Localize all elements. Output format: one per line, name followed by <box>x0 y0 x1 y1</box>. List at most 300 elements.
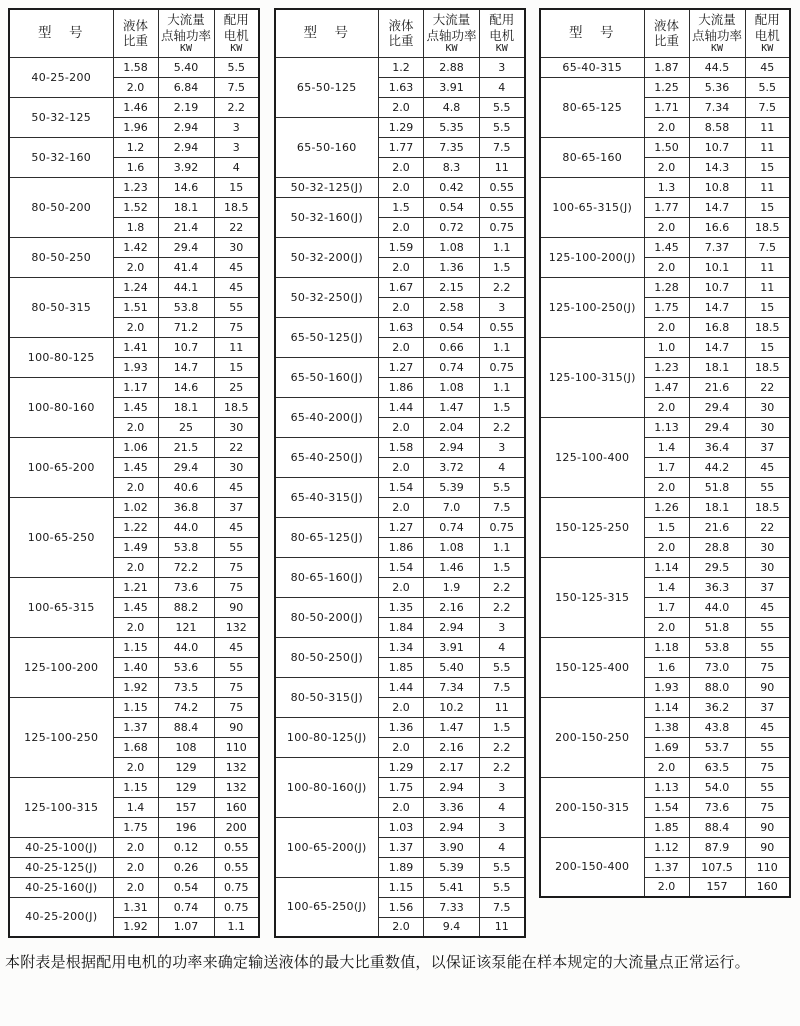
power-cell: 29.4 <box>158 237 214 257</box>
gravity-cell: 1.7 <box>644 597 689 617</box>
power-cell: 2.17 <box>424 757 480 777</box>
motor-cell: 55 <box>745 637 790 657</box>
model-cell: 80-65-160(J) <box>275 557 379 597</box>
gravity-cell: 1.18 <box>644 637 689 657</box>
pump-table-middle <box>274 8 526 938</box>
gravity-cell: 1.49 <box>113 537 158 557</box>
motor-cell: 90 <box>214 717 259 737</box>
gravity-cell: 1.46 <box>113 97 158 117</box>
gravity-cell: 1.45 <box>113 397 158 417</box>
model-cell: 65-50-125(J) <box>275 317 379 357</box>
motor-cell: 45 <box>745 457 790 477</box>
power-cell: 1.08 <box>424 537 480 557</box>
header-power: 大流量 点轴功率 KW <box>689 9 745 57</box>
power-cell: 10.1 <box>689 257 745 277</box>
gravity-cell: 1.29 <box>379 117 424 137</box>
motor-cell: 1.5 <box>480 397 525 417</box>
power-cell: 40.6 <box>158 477 214 497</box>
motor-cell: 1.1 <box>480 237 525 257</box>
header-motor: 配用 电机 KW <box>745 9 790 57</box>
gravity-cell: 1.0 <box>644 337 689 357</box>
gravity-cell: 1.56 <box>379 897 424 917</box>
gravity-cell: 1.29 <box>379 757 424 777</box>
motor-cell: 3 <box>214 137 259 157</box>
model-cell: 100-80-125(J) <box>275 717 379 757</box>
power-cell: 43.8 <box>689 717 745 737</box>
power-cell: 73.6 <box>158 577 214 597</box>
motor-cell: 0.55 <box>214 857 259 877</box>
gravity-cell: 2.0 <box>644 157 689 177</box>
model-cell: 65-40-250(J) <box>275 437 379 477</box>
model-cell: 125-100-250 <box>9 697 113 777</box>
gravity-cell: 1.93 <box>113 357 158 377</box>
model-cell: 100-65-200(J) <box>275 817 379 877</box>
power-cell: 2.94 <box>424 777 480 797</box>
table-row <box>9 237 259 257</box>
motor-cell: 75 <box>214 677 259 697</box>
table-row <box>9 97 259 117</box>
gravity-cell: 1.93 <box>644 677 689 697</box>
model-cell: 200-150-250 <box>540 697 644 777</box>
motor-cell: 75 <box>214 577 259 597</box>
table-row <box>9 897 259 917</box>
model-cell: 50-32-200(J) <box>275 237 379 277</box>
motor-cell: 45 <box>745 717 790 737</box>
table-row <box>275 197 525 217</box>
table-row <box>9 637 259 657</box>
header-motor: 配用 电机 KW <box>214 9 259 57</box>
motor-cell: 160 <box>745 877 790 897</box>
motor-cell: 18.5 <box>745 317 790 337</box>
power-cell: 8.3 <box>424 157 480 177</box>
gravity-cell: 2.0 <box>379 297 424 317</box>
power-cell: 3.91 <box>424 77 480 97</box>
power-cell: 0.42 <box>424 177 480 197</box>
table-row <box>540 777 790 797</box>
power-cell: 121 <box>158 617 214 637</box>
power-cell: 10.2 <box>424 697 480 717</box>
power-cell: 108 <box>158 737 214 757</box>
motor-cell: 75 <box>214 317 259 337</box>
gravity-cell: 1.27 <box>379 517 424 537</box>
power-cell: 51.8 <box>689 617 745 637</box>
gravity-cell: 1.6 <box>644 657 689 677</box>
model-cell: 80-50-315(J) <box>275 677 379 717</box>
power-cell: 5.35 <box>424 117 480 137</box>
gravity-cell: 2.0 <box>379 157 424 177</box>
motor-cell: 15 <box>745 157 790 177</box>
power-cell: 14.6 <box>158 177 214 197</box>
model-cell: 80-50-250(J) <box>275 637 379 677</box>
table-row <box>9 577 259 597</box>
power-cell: 73.0 <box>689 657 745 677</box>
table-row <box>275 677 525 697</box>
gravity-cell: 1.28 <box>644 277 689 297</box>
table-row <box>275 557 525 577</box>
header-model: 型 号 <box>275 9 379 57</box>
power-cell: 0.74 <box>158 897 214 917</box>
motor-cell: 1.1 <box>214 917 259 937</box>
pump-table-left <box>8 8 260 938</box>
gravity-cell: 1.13 <box>644 417 689 437</box>
gravity-cell: 1.8 <box>113 217 158 237</box>
model-cell: 65-50-160(J) <box>275 357 379 397</box>
power-cell: 2.94 <box>424 437 480 457</box>
power-cell: 5.39 <box>424 477 480 497</box>
gravity-cell: 1.44 <box>379 397 424 417</box>
motor-cell: 11 <box>745 277 790 297</box>
gravity-cell: 1.15 <box>113 777 158 797</box>
motor-cell: 11 <box>214 337 259 357</box>
gravity-cell: 1.89 <box>379 857 424 877</box>
power-cell: 73.6 <box>689 797 745 817</box>
motor-cell: 0.75 <box>480 517 525 537</box>
motor-cell: 30 <box>214 237 259 257</box>
power-cell: 3.36 <box>424 797 480 817</box>
motor-cell: 4 <box>480 457 525 477</box>
motor-cell: 15 <box>745 197 790 217</box>
model-cell: 50-32-125 <box>9 97 113 137</box>
table-row <box>9 857 259 877</box>
gravity-cell: 1.37 <box>113 717 158 737</box>
power-cell: 0.74 <box>424 357 480 377</box>
gravity-cell: 1.45 <box>113 597 158 617</box>
table-row <box>9 837 259 857</box>
motor-cell: 30 <box>745 557 790 577</box>
motor-cell: 75 <box>214 697 259 717</box>
model-cell: 150-125-315 <box>540 557 644 637</box>
power-cell: 1.46 <box>424 557 480 577</box>
motor-cell: 55 <box>745 617 790 637</box>
gravity-cell: 1.23 <box>113 177 158 197</box>
model-cell: 150-125-400 <box>540 637 644 697</box>
motor-cell: 2.2 <box>480 577 525 597</box>
power-cell: 16.8 <box>689 317 745 337</box>
footer-note: 本附表是根据配用电机的功率来确定输送液体的最大比重数值，以保证该泵能在样本规定的大流量点正常运行。 <box>5 953 750 971</box>
header-gravity: 液体 比重 <box>379 9 424 57</box>
gravity-cell: 1.15 <box>113 637 158 657</box>
motor-cell: 132 <box>214 757 259 777</box>
power-cell: 36.2 <box>689 697 745 717</box>
power-cell: 14.7 <box>689 337 745 357</box>
gravity-cell: 1.77 <box>644 197 689 217</box>
motor-cell: 75 <box>214 557 259 577</box>
motor-cell: 45 <box>214 257 259 277</box>
model-cell: 125-100-315 <box>9 777 113 837</box>
power-cell: 2.15 <box>424 277 480 297</box>
model-cell: 80-65-125 <box>540 77 644 137</box>
motor-cell: 55 <box>745 737 790 757</box>
gravity-cell: 2.0 <box>644 537 689 557</box>
gravity-cell: 2.0 <box>379 577 424 597</box>
power-cell: 2.04 <box>424 417 480 437</box>
gravity-cell: 1.17 <box>113 377 158 397</box>
table-row <box>9 877 259 897</box>
gravity-cell: 1.54 <box>379 477 424 497</box>
motor-cell: 45 <box>214 637 259 657</box>
gravity-cell: 1.86 <box>379 377 424 397</box>
motor-cell: 4 <box>480 637 525 657</box>
table-row <box>540 77 790 97</box>
gravity-cell: 1.24 <box>113 277 158 297</box>
motor-cell: 11 <box>745 137 790 157</box>
motor-cell: 22 <box>745 517 790 537</box>
gravity-cell: 1.92 <box>113 917 158 937</box>
header-gravity: 液体 比重 <box>644 9 689 57</box>
power-cell: 2.16 <box>424 737 480 757</box>
motor-cell: 18.5 <box>745 357 790 377</box>
motor-cell: 11 <box>745 257 790 277</box>
power-cell: 0.54 <box>424 197 480 217</box>
model-cell: 100-80-160 <box>9 377 113 437</box>
power-cell: 1.9 <box>424 577 480 597</box>
model-cell: 65-50-125 <box>275 57 379 117</box>
power-cell: 10.7 <box>158 337 214 357</box>
gravity-cell: 1.45 <box>113 457 158 477</box>
gravity-cell: 1.86 <box>379 537 424 557</box>
motor-cell: 7.5 <box>480 497 525 517</box>
power-cell: 5.40 <box>424 657 480 677</box>
power-cell: 36.4 <box>689 437 745 457</box>
model-cell: 125-100-200(J) <box>540 237 644 277</box>
power-cell: 1.08 <box>424 377 480 397</box>
power-cell: 0.72 <box>424 217 480 237</box>
gravity-cell: 2.0 <box>379 797 424 817</box>
model-cell: 150-125-250 <box>540 497 644 557</box>
gravity-cell: 1.6 <box>113 157 158 177</box>
motor-cell: 1.1 <box>480 337 525 357</box>
motor-cell: 4 <box>214 157 259 177</box>
gravity-cell: 1.58 <box>113 57 158 77</box>
motor-cell: 15 <box>214 357 259 377</box>
gravity-cell: 2.0 <box>379 697 424 717</box>
motor-cell: 5.5 <box>480 117 525 137</box>
power-cell: 1.36 <box>424 257 480 277</box>
table-row <box>540 237 790 257</box>
table-row <box>540 497 790 517</box>
power-cell: 14.7 <box>689 197 745 217</box>
model-cell: 100-65-250(J) <box>275 877 379 937</box>
motor-cell: 4 <box>480 837 525 857</box>
model-cell: 40-25-125(J) <box>9 857 113 877</box>
motor-cell: 5.5 <box>480 97 525 117</box>
motor-cell: 3 <box>214 117 259 137</box>
gravity-cell: 2.0 <box>113 317 158 337</box>
model-cell: 100-65-250 <box>9 497 113 577</box>
power-cell: 21.6 <box>689 517 745 537</box>
gravity-cell: 2.0 <box>644 397 689 417</box>
motor-cell: 45 <box>745 57 790 77</box>
motor-cell: 55 <box>214 657 259 677</box>
gravity-cell: 1.67 <box>379 277 424 297</box>
power-cell: 88.4 <box>689 817 745 837</box>
table-row <box>275 817 525 837</box>
gravity-cell: 2.0 <box>379 177 424 197</box>
power-cell: 25 <box>158 417 214 437</box>
motor-cell: 30 <box>214 457 259 477</box>
motor-cell: 0.75 <box>480 217 525 237</box>
header-row <box>275 9 525 57</box>
gravity-cell: 1.75 <box>113 817 158 837</box>
model-cell: 80-65-125(J) <box>275 517 379 557</box>
motor-cell: 3 <box>480 57 525 77</box>
motor-cell: 30 <box>745 417 790 437</box>
table-row <box>9 277 259 297</box>
model-cell: 125-100-200 <box>9 637 113 697</box>
motor-cell: 11 <box>745 117 790 137</box>
gravity-cell: 2.0 <box>379 457 424 477</box>
power-cell: 107.5 <box>689 857 745 877</box>
motor-cell: 55 <box>214 537 259 557</box>
power-cell: 14.6 <box>158 377 214 397</box>
gravity-cell: 1.5 <box>644 517 689 537</box>
table-row <box>9 57 259 77</box>
motor-cell: 0.75 <box>480 357 525 377</box>
model-cell: 100-65-315 <box>9 577 113 637</box>
gravity-cell: 2.0 <box>644 317 689 337</box>
motor-cell: 55 <box>214 297 259 317</box>
power-cell: 63.5 <box>689 757 745 777</box>
motor-cell: 5.5 <box>480 857 525 877</box>
gravity-cell: 1.27 <box>379 357 424 377</box>
motor-cell: 37 <box>745 697 790 717</box>
motor-cell: 1.1 <box>480 377 525 397</box>
model-cell: 100-80-125 <box>9 337 113 377</box>
table-row <box>275 597 525 617</box>
gravity-cell: 1.02 <box>113 497 158 517</box>
model-cell: 80-65-160 <box>540 137 644 177</box>
power-cell: 87.9 <box>689 837 745 857</box>
power-cell: 21.4 <box>158 217 214 237</box>
power-cell: 73.5 <box>158 677 214 697</box>
gravity-cell: 1.85 <box>379 657 424 677</box>
motor-cell: 3 <box>480 817 525 837</box>
power-cell: 5.39 <box>424 857 480 877</box>
power-cell: 7.35 <box>424 137 480 157</box>
power-cell: 28.8 <box>689 537 745 557</box>
power-cell: 1.08 <box>424 237 480 257</box>
motor-cell: 2.2 <box>214 97 259 117</box>
power-cell: 18.1 <box>689 357 745 377</box>
model-cell: 40-25-200(J) <box>9 897 113 937</box>
table-row <box>275 637 525 657</box>
gravity-cell: 1.26 <box>644 497 689 517</box>
motor-cell: 5.5 <box>480 657 525 677</box>
power-cell: 0.54 <box>424 317 480 337</box>
gravity-cell: 1.92 <box>113 677 158 697</box>
gravity-cell: 1.4 <box>644 437 689 457</box>
table-row <box>540 697 790 717</box>
motor-cell: 25 <box>214 377 259 397</box>
power-cell: 2.94 <box>424 817 480 837</box>
power-cell: 18.1 <box>689 497 745 517</box>
power-cell: 2.16 <box>424 597 480 617</box>
motor-cell: 18.5 <box>214 397 259 417</box>
power-cell: 8.58 <box>689 117 745 137</box>
power-cell: 1.47 <box>424 397 480 417</box>
motor-cell: 75 <box>745 657 790 677</box>
table-row <box>540 417 790 437</box>
power-cell: 7.34 <box>689 97 745 117</box>
power-cell: 157 <box>158 797 214 817</box>
model-cell: 50-32-125(J) <box>275 177 379 197</box>
table-row <box>275 57 525 77</box>
gravity-cell: 1.47 <box>644 377 689 397</box>
power-cell: 44.5 <box>689 57 745 77</box>
motor-cell: 2.2 <box>480 757 525 777</box>
motor-cell: 0.55 <box>214 837 259 857</box>
header-row <box>540 9 790 57</box>
gravity-cell: 2.0 <box>379 257 424 277</box>
gravity-cell: 2.0 <box>113 77 158 97</box>
power-cell: 29.4 <box>689 417 745 437</box>
motor-cell: 5.5 <box>745 77 790 97</box>
motor-cell: 11 <box>480 697 525 717</box>
gravity-cell: 1.75 <box>644 297 689 317</box>
power-cell: 10.7 <box>689 277 745 297</box>
power-cell: 157 <box>689 877 745 897</box>
table-row <box>540 557 790 577</box>
gravity-cell: 1.41 <box>113 337 158 357</box>
power-cell: 29.4 <box>158 457 214 477</box>
gravity-cell: 1.52 <box>113 197 158 217</box>
power-cell: 196 <box>158 817 214 837</box>
gravity-cell: 1.84 <box>379 617 424 637</box>
motor-cell: 0.55 <box>480 317 525 337</box>
motor-cell: 200 <box>214 817 259 837</box>
motor-cell: 45 <box>214 517 259 537</box>
gravity-cell: 1.14 <box>644 697 689 717</box>
motor-cell: 11 <box>480 917 525 937</box>
table-row <box>275 397 525 417</box>
power-cell: 88.2 <box>158 597 214 617</box>
gravity-cell: 1.69 <box>644 737 689 757</box>
model-cell: 125-100-315(J) <box>540 337 644 417</box>
gravity-cell: 1.06 <box>113 437 158 457</box>
gravity-cell: 1.38 <box>644 717 689 737</box>
motor-cell: 4 <box>480 77 525 97</box>
model-cell: 125-100-250(J) <box>540 277 644 337</box>
table-row <box>540 337 790 357</box>
gravity-cell: 2.0 <box>379 917 424 937</box>
model-cell: 80-50-250 <box>9 237 113 277</box>
power-cell: 44.2 <box>689 457 745 477</box>
motor-cell: 90 <box>214 597 259 617</box>
power-cell: 29.4 <box>689 397 745 417</box>
gravity-cell: 1.3 <box>644 177 689 197</box>
power-cell: 3.92 <box>158 157 214 177</box>
gravity-cell: 2.0 <box>379 217 424 237</box>
motor-cell: 1.5 <box>480 257 525 277</box>
power-cell: 14.3 <box>689 157 745 177</box>
power-cell: 2.88 <box>424 57 480 77</box>
motor-cell: 1.5 <box>480 557 525 577</box>
gravity-cell: 1.4 <box>644 577 689 597</box>
power-cell: 71.2 <box>158 317 214 337</box>
motor-cell: 45 <box>214 277 259 297</box>
power-cell: 3.72 <box>424 457 480 477</box>
model-cell: 125-100-400 <box>540 417 644 497</box>
power-cell: 7.33 <box>424 897 480 917</box>
gravity-cell: 2.0 <box>379 737 424 757</box>
power-cell: 9.4 <box>424 917 480 937</box>
table-row <box>9 377 259 397</box>
header-model: 型 号 <box>9 9 113 57</box>
gravity-cell: 1.87 <box>644 57 689 77</box>
motor-cell: 18.5 <box>214 197 259 217</box>
gravity-cell: 2.0 <box>379 337 424 357</box>
table-row <box>9 177 259 197</box>
